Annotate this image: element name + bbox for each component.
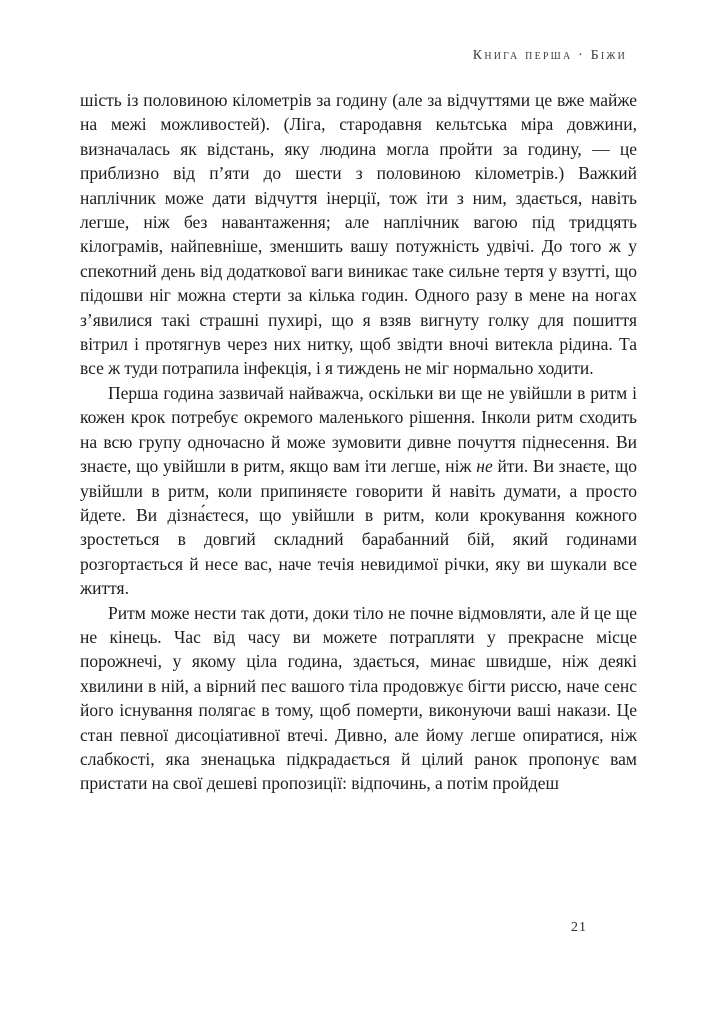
body-text bbox=[80, 88, 637, 796]
paragraph-text: Перша година зазвичай найважча, оскільки ви ще не увійшли в ритм і кожен крок потребує окремого маленького рішення. Інколи ритм сходить на всю групу одночасно й може зумовити дивне почуття піднесення. Ви знаєте, що увійшли в ритм, якщо вам іти легше, ніж bbox=[80, 382, 637, 477]
page-number: 21 bbox=[571, 920, 587, 935]
paragraph-text: йти. Ви знаєте, що увійшли в ритм, коли припиняєте говорити й навіть думати, а просто йдете. Ви дізна́єтеся, що увійшли в ритм, коли крокування кожного зростеться в довгий складний барабанний бій, який годинами розгортається й несе вас, наче течія невидимої річки, яку ви шукали все життя. bbox=[80, 456, 637, 599]
paragraph: шість із половиною кілометрів за годину (але за відчуттями це вже майже на межі можливостей). (Ліга, стародавня кельтська міра довжини, визначалась як відстань, яку людина могла пройти за годину, — це приблизно від п’яти до шести з половиною кілометрів.) Важкий наплічник може дати відчуття інерції, тож іти з ним, здається, навіть легше, ніж без навантаження; але наплічник вагою під тридцять кілограмів, найпевніше, зменшить вашу потужність удвічі. До того ж у спекотний день від додаткової ваги виникає таке сильне тертя у взутті, що підошви ніг можна стерти за кілька годин. Одного разу в мене на ногах з’явилися такі страшні пухирі, що я взяв вигнуту голку для пошиття вітрил і протягнув через них нитку, щоб звідти вночі витекла рідина. Та все ж туди потрапила інфекція, і я тиждень не міг нормально ходити. bbox=[80, 90, 637, 379]
running-header: Книга перша · Біжи bbox=[472, 48, 627, 63]
emphasized-word: не bbox=[476, 456, 493, 477]
paragraph bbox=[80, 381, 637, 601]
paragraph: Ритм може нести так доти, доки тіло не почне відмовляти, але й це ще не кінець. Час від часу ви можете потрапляти у прекрасне місце порожнечі, у якому ціла година, здається, минає швидше, ніж деякі хвилини в ній, а вірний пес вашого тіла продовжує бігти риссю, наче сенс його існування полягає в тому, щоб померти, виконуючи ваші накази. Це стан певної дисоціативної втечі. Дивно, але йому легше опиратися, ніж слабкості, яка зненацька підкрадається й цілий ранок пропонує вам пристати на свої дешеві пропозиції: відпочинь, а потім пройдеш bbox=[80, 602, 637, 794]
